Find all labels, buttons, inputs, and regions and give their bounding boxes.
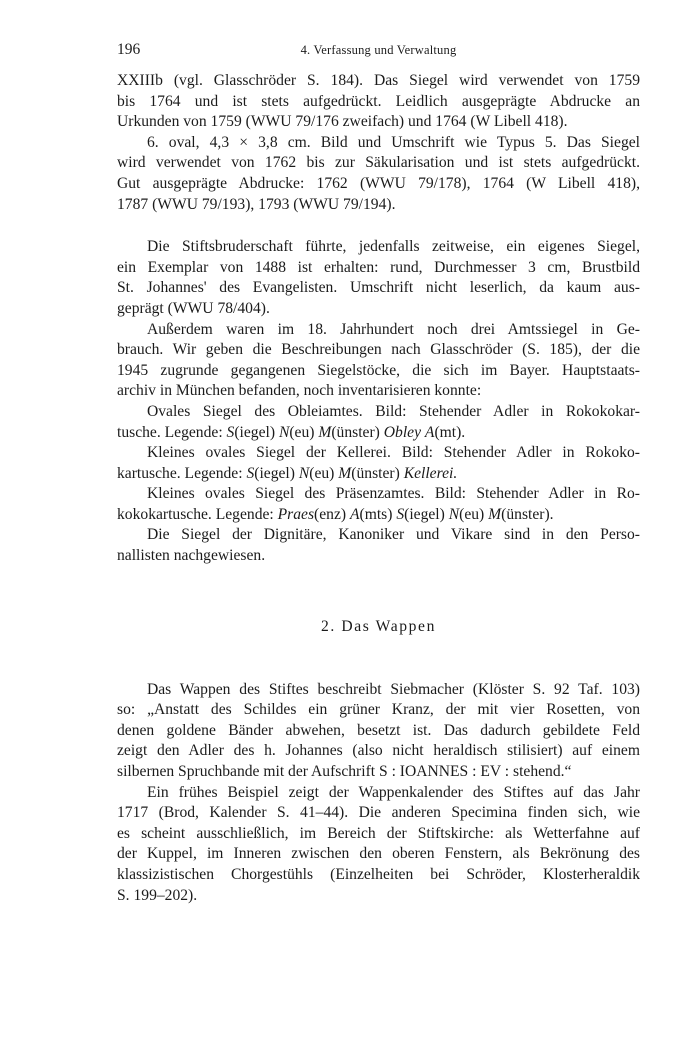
text-line: nallisten nachgewiesen. [117, 547, 266, 565]
book-page [117, 0, 640, 1048]
text-line: klassizistischen Chorgestühls (Einzelheiten bei Schröder, Klosterheraldik [117, 866, 640, 883]
bruderschaft-paragraph [117, 237, 640, 319]
amtssiegel-paragraph [117, 320, 640, 402]
personallisten-paragraph [117, 525, 640, 566]
text-line: silbernen Spruchbande mit der Aufschrift S : IOANNES : EV : stehend.“ [117, 763, 572, 781]
text-line: 1717 (Brod, Kalender S. 41–44). Die anderen Specimina finden sich, wie [117, 804, 640, 822]
text-line: Außerdem waren im 18. Jahrhundert noch drei Amtssiegel in Ge- [147, 320, 640, 338]
text-line: Kleines ovales Siegel der Kellerei. Bild: Stehender Adler in Rokoko- [147, 444, 640, 462]
text-line: bis 1764 und ist stets aufgedrückt. Leidlich ausgeprägte Abdrucke an [117, 92, 640, 110]
text-line: St. Johannes' des Evangelisten. Umschrift nicht leserlich, da kaum aus- [117, 279, 640, 297]
text-line: Das Wappen des Stiftes beschreibt Siebmacher (Klöster S. 92 Taf. 103) [147, 680, 640, 698]
text-line: wird verwendet von 1762 bis zur Säkularisation und ist stets aufgedrückt. [117, 154, 640, 172]
running-head: 4. Verfassung und Verwaltung [300, 43, 457, 57]
text-line: ein Exemplar von 1488 ist erhalten: rund, Durchmesser 3 cm, Brustbild [117, 258, 640, 276]
legend-line: tusche. Legende: S(iegel) N(eu) M(ünster) Obley A(mt). [117, 423, 466, 441]
beispiel-paragraph [117, 783, 640, 907]
text-line: 1787 (WWU 79/193), 1793 (WWU 79/194). [117, 195, 396, 213]
text-line: Kleines ovales Siegel des Präsenzamtes. Bild: Stehender Adler in Ro- [147, 485, 640, 503]
wappen-paragraph [117, 680, 640, 783]
section-heading: 2. Das Wappen [321, 617, 436, 635]
kellerei-entry [117, 443, 640, 484]
text-line: 1945 zugrunde gegangenen Siegelstöcke, die sich im Bayer. Hauptstaats- [117, 361, 640, 379]
page-body [117, 71, 640, 906]
praesenzamt-entry [117, 484, 640, 525]
text-line: so: „Anstatt des Schildes ein grüner Kranz, der mit vier Rosetten, von [117, 701, 640, 719]
page-header [117, 41, 640, 63]
obleiamt-entry [117, 402, 640, 443]
text-line: Ein frühes Beispiel zeigt der Wappenkalender des Stiftes auf das Jahr [147, 783, 640, 801]
text-line: 6. oval, 4,3 × 3,8 cm. Bild und Umschrift wie Typus 5. Das Siegel [147, 133, 640, 151]
text-line: es scheint ausschließlich, im Bereich der Stiftskirche: als Wetterfahne auf [117, 824, 640, 842]
siegel-typus-6 [117, 133, 640, 215]
text-line: Die Siegel der Dignitäre, Kanoniker und Vikare sind in den Perso- [147, 526, 640, 544]
text-line: Ovales Siegel des Obleiamtes. Bild: Stehender Adler in Rokokokar- [147, 402, 640, 420]
text-line: brauch. Wir geben die Beschreibungen nach Glasschröder (S. 185), der die [117, 341, 640, 359]
spacer [117, 215, 640, 237]
text-line: geprägt (WWU 78/404). [117, 299, 270, 317]
text-line: zeigt den Adler des h. Johannes (also nicht heraldisch stilisiert) auf einem [117, 742, 640, 760]
text-line: Urkunden von 1759 (WWU 79/176 zweifach) und 1764 (W Libell 418). [117, 113, 568, 131]
page-number: 196 [117, 41, 141, 58]
text-line: der Kuppel, im Inneren zwischen den oberen Fenstern, als Bekrönung des [117, 845, 640, 863]
text-line: Gut ausgeprägte Abdrucke: 1762 (WWU 79/178), 1764 (W Libell 418), [117, 174, 640, 192]
text-line: denen goldene Bänder abwehen, besetzt ist. Das dadurch gebildete Feld [117, 721, 640, 739]
spacer [117, 637, 640, 680]
text-line: S. 199–202). [117, 886, 198, 904]
legend-line: kartusche. Legende: S(iegel) N(eu) M(ünster) Kellerei. [117, 464, 458, 482]
siegel-paragraph [117, 71, 640, 133]
text-line: XXIIIb (vgl. Glasschröder S. 184). Das Siegel wird verwendet von 1759 [117, 72, 640, 89]
spacer [117, 567, 640, 616]
legend-line: kokokartusche. Legende: Praes(enz) A(mts) S(iegel) N(eu) M(ünster). [117, 505, 554, 523]
text-line: archiv in München befanden, noch inventarisieren konnte: [117, 382, 482, 400]
text-line: Die Stiftsbruderschaft führte, jedenfalls zeitweise, ein eigenes Siegel, [147, 238, 640, 256]
